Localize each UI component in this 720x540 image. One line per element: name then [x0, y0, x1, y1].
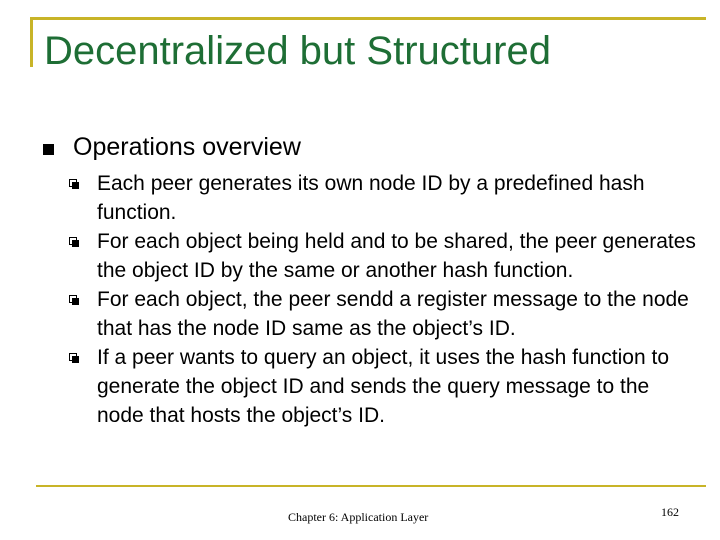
- sub-bullet-list: [97, 169, 697, 430]
- page-number: 162: [661, 505, 679, 519]
- sub-bullet-text: Each peer generates its own node ID by a predefined hash function.: [97, 172, 645, 224]
- title-frame-left-rule: [30, 17, 33, 67]
- sub-bullet-item: [97, 169, 697, 227]
- shadow-box-bullet-icon: [69, 353, 77, 361]
- sub-bullet-item: [97, 343, 697, 430]
- shadow-box-bullet-icon: [69, 295, 77, 303]
- shadow-box-bullet-icon: [69, 179, 77, 187]
- sub-bullet-text: If a peer wants to query an object, it uses the hash function to generate the object ID and sends the query message to the node that hosts the object’s ID.: [97, 346, 670, 427]
- title-frame-top-rule: [30, 17, 706, 20]
- sub-bullet-item: [97, 227, 697, 285]
- sub-bullet-text: For each object, the peer sendd a register message to the node that has the node ID same as the object’s ID.: [97, 288, 689, 340]
- square-bullet-icon: [43, 144, 54, 155]
- footer-chapter-label: Chapter 6: Application Layer: [288, 510, 429, 524]
- sub-bullet-text: For each object being held and to be shared, the peer generates the object ID by the same or another hash function.: [97, 230, 696, 282]
- shadow-box-bullet-icon: [69, 237, 77, 245]
- bullet-operations-overview: Operations overview: [73, 133, 301, 161]
- footer-rule: [36, 485, 706, 487]
- slide-title: Decentralized but Structured: [44, 29, 551, 73]
- sub-bullet-item: [97, 285, 697, 343]
